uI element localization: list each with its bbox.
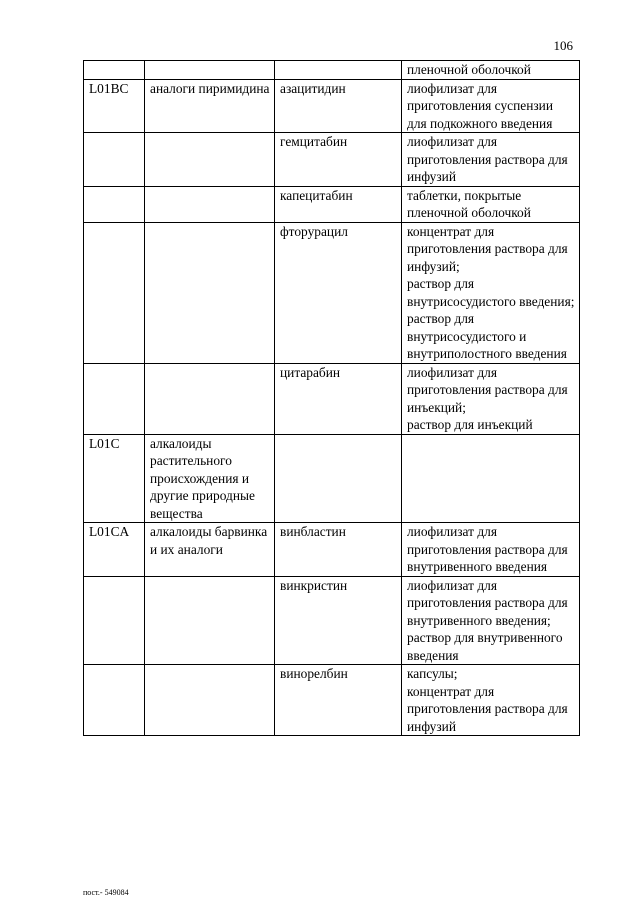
page-number: 106 — [553, 38, 573, 53]
dosage-form-line: лиофилизат для приготовления раствора для внутривенного введения; — [407, 577, 568, 628]
drug-name-cell: цитарабин — [275, 363, 402, 434]
atc-group-cell — [145, 576, 275, 665]
atc-group-cell — [145, 665, 275, 736]
table-row — [84, 186, 580, 222]
drug-name-cell — [275, 61, 402, 80]
table-row — [84, 79, 580, 133]
atc-code-cell — [84, 363, 145, 434]
atc-code-cell — [84, 61, 145, 80]
atc-group-cell — [145, 186, 275, 222]
drug-name-cell: фторурацил — [275, 222, 402, 363]
table-row — [84, 576, 580, 665]
drug-table — [83, 60, 580, 736]
dosage-form-cell — [402, 434, 580, 523]
dosage-form-cell — [402, 576, 580, 665]
drug-name-cell: азацитидин — [275, 79, 402, 133]
dosage-form-line: раствор для внутрисосудистого введения; — [407, 276, 575, 309]
dosage-form-cell — [402, 61, 580, 80]
dosage-form-cell — [402, 523, 580, 577]
dosage-form-line: раствор для инъекций — [407, 417, 533, 432]
table-row — [84, 434, 580, 523]
drug-name-cell — [275, 434, 402, 523]
dosage-form-line: концентрат для приготовления раствора для инфузий — [407, 683, 568, 734]
drug-name-cell: гемцитабин — [275, 133, 402, 187]
dosage-form-cell — [402, 186, 580, 222]
atc-code-cell — [84, 133, 145, 187]
atc-group-cell — [145, 222, 275, 363]
atc-code-cell — [84, 665, 145, 736]
dosage-form-cell — [402, 363, 580, 434]
table-row — [84, 363, 580, 434]
drug-name-cell: капецитабин — [275, 186, 402, 222]
dosage-form-line: капсулы; — [407, 666, 458, 681]
atc-group-cell — [145, 133, 275, 187]
dosage-form-line: концентрат для приготовления раствора для инфузий; — [407, 223, 568, 274]
drug-name-cell: винорелбин — [275, 665, 402, 736]
atc-group-cell: алкалоиды растительного происхождения и другие природные вещества — [145, 434, 275, 523]
dosage-form-line: лиофилизат для приготовления раствора для инъекций; — [407, 364, 568, 415]
dosage-form-cell — [402, 133, 580, 187]
table-row — [84, 61, 580, 80]
table-row — [84, 222, 580, 363]
table-row — [84, 665, 580, 736]
atc-code-cell — [84, 186, 145, 222]
dosage-form-line: таблетки, покрытые пленочной оболочкой — [407, 187, 531, 220]
table-body — [84, 61, 580, 736]
dosage-form-line: лиофилизат для приготовления суспензии для подкожного введения — [407, 80, 553, 131]
drug-name-cell: винкристин — [275, 576, 402, 665]
dosage-form-cell — [402, 222, 580, 363]
dosage-form-line: лиофилизат для приготовления раствора для инфузий — [407, 134, 568, 184]
drug-name-cell: винбластин — [275, 523, 402, 577]
atc-group-cell — [145, 61, 275, 80]
dosage-form-cell — [402, 79, 580, 133]
atc-group-cell: алкалоиды барвинка и их аналоги — [145, 523, 275, 577]
dosage-form-line: лиофилизат для приготовления раствора для внутривенного введения — [407, 524, 568, 574]
dosage-form-cell — [402, 665, 580, 736]
dosage-form-line: раствор для внутривенного введения — [407, 630, 563, 663]
atc-code-cell — [84, 222, 145, 363]
atc-group-cell — [145, 363, 275, 434]
atc-code-cell: L01BC — [84, 79, 145, 133]
atc-code-cell — [84, 576, 145, 665]
table-row — [84, 523, 580, 577]
dosage-form-line: раствор для внутрисосудистого и внутриполостного введения — [407, 311, 567, 361]
dosage-form-line: пленочной оболочкой — [407, 62, 531, 77]
atc-code-cell: L01C — [84, 434, 145, 523]
table-row — [84, 133, 580, 187]
footer-note: пост.- 549084 — [83, 888, 129, 897]
atc-group-cell: аналоги пиримидина — [145, 79, 275, 133]
atc-code-cell: L01CA — [84, 523, 145, 577]
